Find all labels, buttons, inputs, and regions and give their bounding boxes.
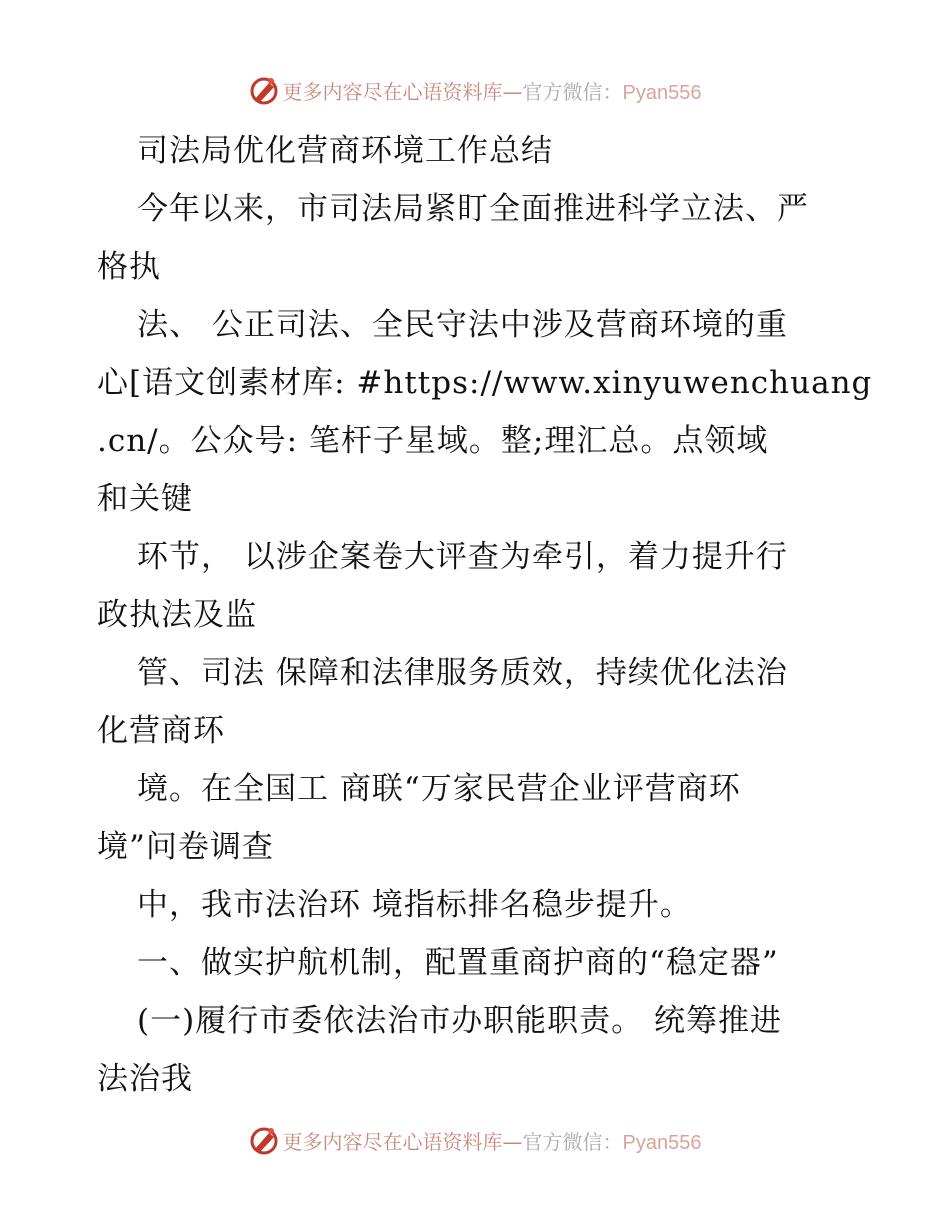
text-line: 和关键 — [97, 481, 193, 517]
text-line: 今年以来，市司法局紧盯全面推进科学立法、严 — [137, 191, 809, 227]
banner-wechat-label: 官方微信： — [522, 79, 623, 104]
banner-wechat-label: 官方微信： — [522, 1129, 623, 1154]
banner-account: Pyan556 — [622, 1131, 702, 1154]
banner-account: Pyan556 — [622, 81, 702, 104]
pen-logo-icon — [249, 1125, 279, 1155]
text-line: 法、 公正司法、全民守法中涉及营商环境的重 — [137, 307, 788, 343]
banner-text — [283, 76, 702, 105]
footer-banner — [0, 1120, 950, 1160]
text-line: 化营商环 — [97, 713, 225, 749]
section-heading: 一、做实护航机制，配置重商护商的“稳定器” — [137, 945, 779, 981]
document-title: 司法局优化营商环境工作总结 — [137, 133, 553, 169]
text-line: 境”问卷调查 — [97, 829, 274, 865]
text-line: 环节， 以涉企案卷大评查为牵引，着力提升行 — [137, 539, 788, 575]
banner-separator: — — [502, 1129, 523, 1154]
text-line: 中，我市法治环 境指标排名稳步提升。 — [137, 887, 692, 923]
banner-title: 更多内容尽在心语资料库 — [282, 79, 503, 104]
pen-logo-icon — [249, 75, 279, 105]
banner-title: 更多内容尽在心语资料库 — [282, 1129, 503, 1154]
subsection-heading: (一)履行市委依法治市办职能职责。 统筹推进 — [137, 1003, 783, 1039]
header-banner — [0, 70, 950, 110]
text-line: .cn/。公众号: 笔杆子星域。整;理汇总。点领域 — [97, 423, 769, 459]
banner-text — [283, 1126, 702, 1155]
document-body — [97, 122, 873, 1108]
text-line: 境。在全国工 商联“万家民营企业评营商环 — [137, 771, 741, 807]
text-line: 管、司法 保障和法律服务质效，持续优化法治 — [137, 655, 788, 691]
text-line: 心[语文创素材库: #https://www.xinyuwenchuang — [97, 365, 873, 401]
text-line: 格执 — [97, 249, 161, 285]
text-line: 政执法及监 — [97, 597, 257, 633]
text-line: 法治我 — [97, 1061, 193, 1097]
banner-separator: — — [502, 79, 523, 104]
